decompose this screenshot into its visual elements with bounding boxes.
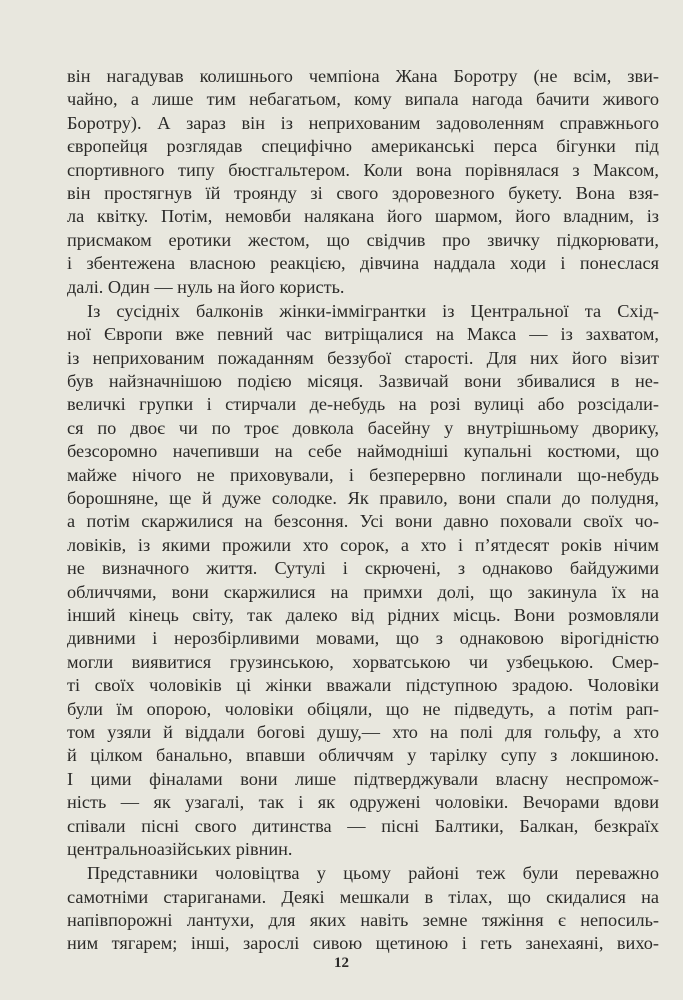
text-line: ність — як узагалі, так і як одружені чоловіки. Вечорами вдови [67,792,659,813]
text-line: величкі групки і стирчали де-небудь на розі вулиці або розсідали- [67,394,659,415]
text-line: обличчями, вони скаржилися на примхи долі, що закинула їх на [67,581,659,602]
text-line: центральноазійських рівнин. [67,838,293,859]
text-line: і збентежена власною реакцією, дівчина наддала ходи і понеслася [67,253,659,274]
text-line: із неприхованим пожаданням беззубої старості. Для них його візит [67,347,659,368]
text-line: Представники чоловіцтва у цьому районі теж були переважно [87,863,659,884]
text-line: чайно, а лише тим небагатьом, кому випала нагода бачити живого [67,89,659,110]
text-line: безсоромно начепивши на себе наймодніші купальні костюми, що [67,441,659,462]
text-line: спортивного типу бюстгальтером. Коли вона порівнялася з Максом, [67,159,659,180]
text-line: ної Європи вже певний час витріщалися на Макса — із захватом, [67,324,659,345]
text-line: Із сусідніх балконів жінки-іммігрантки із Центральної та Схід- [87,300,659,321]
paragraph [67,300,659,861]
text-line: самотніми стариганами. Деякі мешкали в тілах, що скидалися на [67,886,659,907]
text-line: ла квітку. Потім, немовби налякана його шармом, його владним, із [67,206,659,227]
text-line: європейця розглядав специфічно американські перса бігунки під [67,136,659,157]
text-line: борошняне, ще й дуже солодке. Як правило, вони спали до полудня, [67,488,659,509]
text-line: могли виявитися грузинською, хорватською чи узбецькою. Смер- [67,651,659,672]
text-line: далі. Один — нуль на його користь. [67,276,345,297]
text-line: І цими фіналами вони лише підтверджували власну неспромож- [67,768,659,789]
text-line: він простягнув їй троянду зі свого здоровезного букету. Вона взя- [67,182,659,203]
text-line: ся по двоє чи по троє довкола басейну у внутрішньому дворику, [67,417,659,438]
text-line: співали пісні свого дитинства — пісні Балтики, Балкан, безкраїх [67,815,659,836]
paragraph [67,65,659,299]
text-line: були їм опорою, чоловіки обіцяли, що не підведуть, а потім рап- [67,698,659,719]
paragraph [67,862,659,956]
text-line: ті своїх чоловіків ці жінки вважали підступною зрадою. Чоловіки [67,675,659,696]
text-line: Боротру). А зараз він із неприхованим задоволенням справжнього [67,112,659,133]
text-line: інший кінець світу, так далеко від рідних місць. Вони розмовляли [67,604,659,625]
page-number: 12 [334,955,349,971]
text-line: присмаком еротики жестом, що свідчив про звичку підкорювати, [67,229,659,250]
book-page-body [67,65,659,956]
text-line: том узяли й віддали богові душу,— хто на полі для гольфу, а хто [67,721,659,742]
text-line: а потім скаржилися на безсоння. Усі вони давно поховали своїх чо- [67,511,659,532]
text-line: дивними і нерозбірливими мовами, що з однаковою вірогідністю [67,628,659,649]
text-line: й цілком банально, впавши обличчям у тарілку супу з локшиною. [67,745,659,766]
text-line: не визначного життя. Сутулі і скрючені, з однаково байдужими [67,558,659,579]
text-line: напівпорожні лантухи, для яких навіть земне тяжіння є непосиль- [67,910,659,931]
text-line: майже нічого не приховували, і безперервно поглинали що-небудь [67,464,659,485]
text-line: ним тягарем; інші, зарослі сивою щетиною і геть занехаяні, вихо- [67,933,659,954]
text-line: він нагадував колишнього чемпіона Жана Боротру (не всім, зви- [67,66,659,86]
text-line: був найзначнішою подією місяця. Зазвичай вони збивалися в не- [67,371,659,392]
text-line: ловіків, із якими прожили хто сорок, а хто і п’ятдесят років нічим [67,534,659,555]
